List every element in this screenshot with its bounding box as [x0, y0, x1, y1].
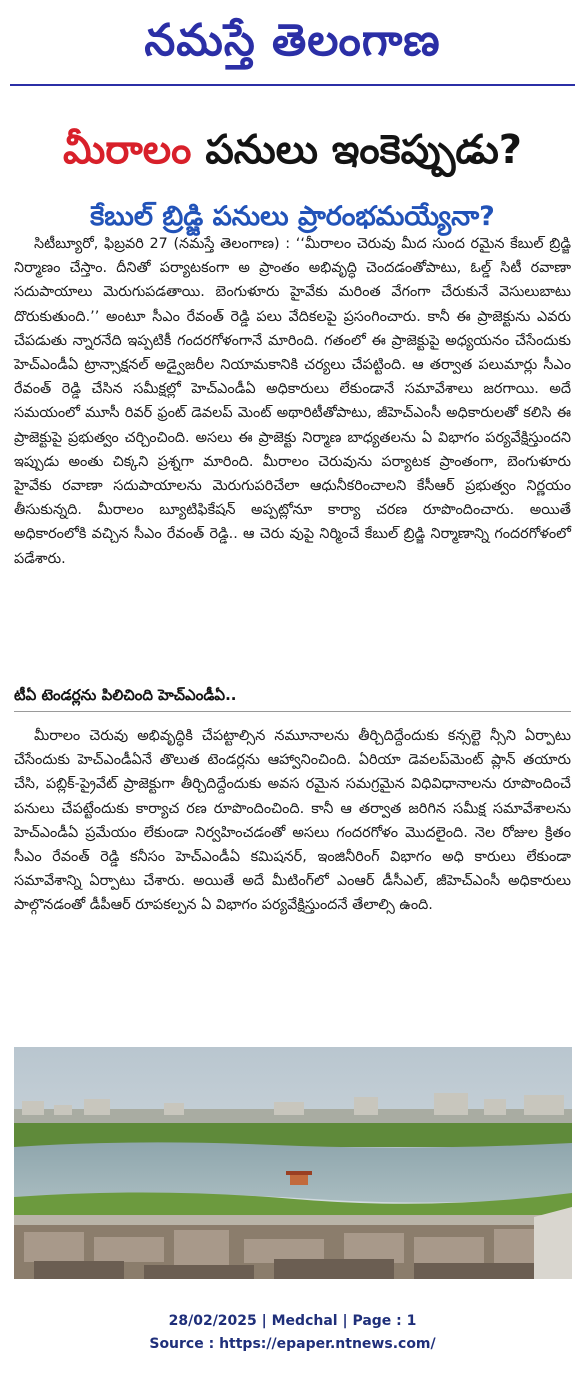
- article-paragraph-1: సిటీబ్యూరో, ఫిబ్రవరి 27 (నమస్తే తెలంగాణ) : ‘‘మీరాలం చెరువు మీద సుంద రమైన కేబుల్ బ్రిడ్జి నిర్మాణం చేస్తాం. దీనితో పర్యాటకంగా అ ప్రాంతం అభివృద్ధి చెందడంతోపాటు, ఓల్డ్ సిటీ రవాణా సదుపాయాలు మెరుగుపడతాయి. బెంగుళూరు హైవేకు మరింత వేగంగా చేరుకునే వెసులుబాటు దొరుకుతుంది.’’ అంటూ సీఎం రేవంత్ రెడ్డి పలు వేదికలపై ప్రసంగించారు. కానీ ఈ ప్రాజెక్టును ఎవరు చేపడుతు న్నారనేది ఇప్పటికీ గందరగోళంగానే మారింది. గతంలో ఈ ప్రాజెక్టుపై అధ్యయనం చేసేందుకు హెచ్ఎండీఏ ట్రాన్సాక్షనల్ అడ్వైజరీల నియామకానికి చర్యలు చేపట్టింది. ఆ తర్వాత పలుమార్లు సీఎం రేవంత్ రెడ్డి చేసిన సమీక్షల్లో హెచ్ఎండీఏ అధికారులు లేకుండానే సమావేశాలు జరగాయి. అదే సమయంలో మూసీ రివర్ ఫ్రంట్ డెవలప్ మెంట్ అథారిటీతోపాటు, జీహెచ్ఎంసీ అధికారులతో కలిసి ఈ ప్రాజెక్టుపై ప్రభుత్వం చర్చించింది. అసలు ఈ ప్రాజెక్టు నిర్మాణ బాధ్యతలను ఏ విభాగం పర్యవేక్షిస్తుందని ఇప్పుడు అంతు చిక్కని ప్రశ్నగా మారింది. మీరాలం చెరువును పర్యాటక ప్రాంతంగా, బెంగుళూరు హైవేకు రవాణా సదుపాయాలను మెరుగుపరిచేలా ఆధునీకరించాలని కేసీఆర్ ప్రభుత్వం నిర్ణయం తీసుకున్నది. మీరాలం బ్యూటిఫికేషన్ అప్పట్లోనూ కార్యా చరణ రూపొందించారు. అయితే అధికారంలోకి వచ్చిన సీఎం రేవంత్ రెడ్డి.. ఆ చెరు వుపై నిర్మించే కేబుల్ బ్రిడ్జి నిర్మాణాన్ని గందరగోళంలో పడేశారు.: [14, 236, 571, 567]
- section-divider: [14, 711, 571, 712]
- article-headline: [0, 120, 585, 180]
- footer-date-line: 28/02/2025 | Medchal | Page : 1: [168, 1313, 417, 1329]
- article-paragraph-2: మీరాలం చెరువు అభివృద్ధికి చేపట్టాల్సిన నమూనాలను తీర్చిదిద్దేందుకు కన్సల్టె న్సీని ఏర్పాటు చేసేందుకు హెచ్ఎండీఏనే తొలుత టెండర్లను ఆహ్వానించింది. ఏరియా డెవలప్‌మెంట్ ప్లాన్ తయారు చేసి, పబ్లిక్-ప్రైవేట్ ప్రాజెక్టుగా తీర్చిదిద్దేందుకు అవస రమైన సమగ్రమైన విధివిధానాలను రూపొందించే పనులు చేపట్టేందుకు కార్యాచ రణ రూపొందించింది. కానీ ఆ తర్వాత జరిగిన సమీక్ష సమావేశాలను హెచ్ఎండీఏ ప్రమేయం లేకుండా నిర్వహించడంతో అసలు గందరగోళం మొదలైంది. నెల రోజుల క్రితం సీఎం రేవంత్ రెడ్డి కనీసం హెచ్ఎండీఏ కమిషనర్, ఇంజినీరింగ్ విభాగం అధి కారులు లేకుండా సమావేశాన్ని ఏర్పాటు చేశారు. అయితే అదే మీటింగ్‌లో ఎంఆర్ డీసీఎల్, జీహెచ్ఎంసీ అధికారులు పాల్గొనడంతో డీపీఆర్ రూపకల్పన ఏ విభాగం పర్యవేక్షిస్తుందనే తేలాల్సి ఉంది.: [14, 728, 571, 914]
- lake-photo-illustration: [14, 1047, 572, 1279]
- masthead-divider: [10, 84, 575, 86]
- article-subheadline: కేబుల్ బ్రిడ్జి పనులు ప్రారంభమయ్యేనా?: [90, 201, 495, 232]
- newspaper-masthead: నమస్తే తెలంగాణ: [144, 15, 441, 66]
- headline-black-part: పనులు ఇంకెప్పుడు?: [205, 127, 523, 173]
- section-heading: టీఏ టెండర్లను పిలిచింది హెచ్ఎండీఏ..: [14, 686, 237, 704]
- headline-red-part: మీరాలం: [62, 127, 192, 173]
- lake-photo: [14, 1047, 572, 1279]
- footer-source-line: Source : https://epaper.ntnews.com/: [149, 1336, 436, 1352]
